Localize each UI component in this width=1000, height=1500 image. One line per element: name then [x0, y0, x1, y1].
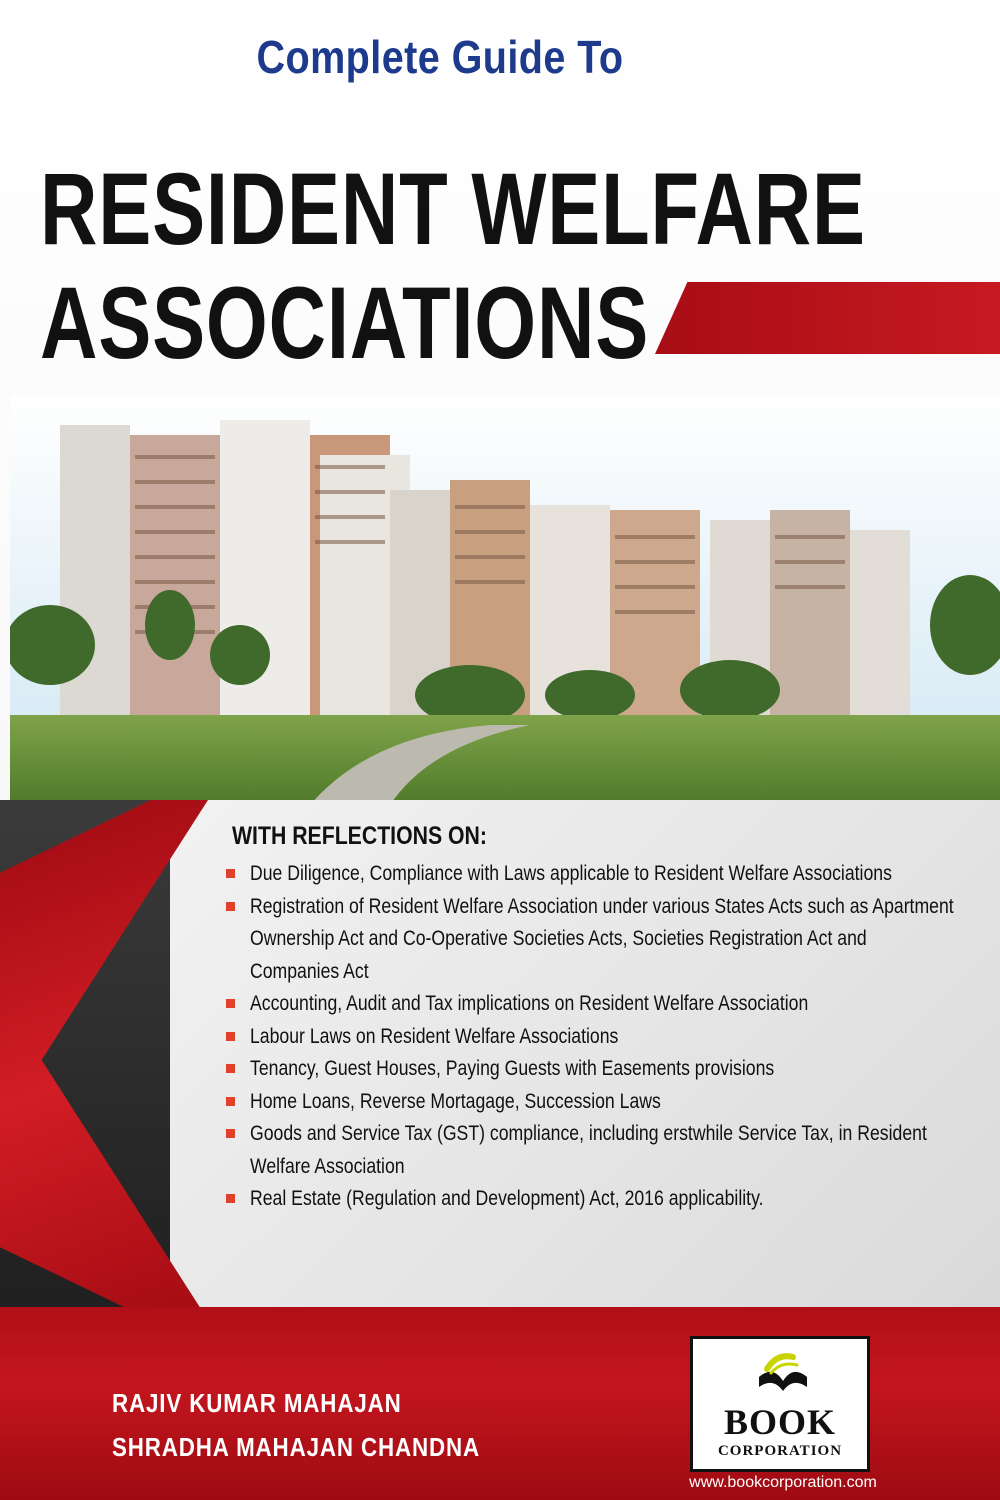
bullet-square-icon — [226, 1097, 235, 1106]
cover-subtitle: Complete Guide To — [256, 31, 624, 83]
list-item: Goods and Service Tax (GST) compliance, including erstwhile Service Tax, in Resident Welfare Association — [226, 1118, 1000, 1183]
list-item: Real Estate (Regulation and Development) Act, 2016 applicability. — [226, 1183, 1000, 1216]
publisher-logo-box — [690, 1336, 870, 1472]
list-item: Home Loans, Reverse Mortagage, Succession Laws — [226, 1086, 1000, 1119]
cover-title-line-2: ASSOCIATIONS — [40, 266, 650, 380]
bullet-square-icon — [226, 1129, 235, 1138]
bullet-square-icon — [226, 869, 235, 878]
author-name: RAJIV KUMAR MAHAJAN — [112, 1388, 402, 1418]
apartment-buildings-photo — [10, 395, 1000, 805]
publisher-name: BOOK — [723, 1402, 837, 1442]
bullet-square-icon — [226, 1194, 235, 1203]
list-item: Accounting, Audit and Tax implications on Resident Welfare Association — [226, 988, 1000, 1021]
list-item: Registration of Resident Welfare Association under various States Acts such as Apartment Ownership Act and Co-Operative Societies Acts, Societies Registration Act and Companies Act — [226, 891, 1000, 989]
red-accent-stripe — [655, 282, 1000, 354]
list-item: Due Diligence, Compliance with Laws applicable to Resident Welfare Associations — [226, 858, 1000, 891]
bullet-square-icon — [226, 999, 235, 1008]
author-name: SHRADHA MAHAJAN CHANDNA — [112, 1432, 481, 1462]
bullet-square-icon — [226, 902, 235, 911]
reflections-list — [226, 858, 1000, 1216]
list-item: Tenancy, Guest Houses, Paying Guests with Easements provisions — [226, 1053, 1000, 1086]
cover-title-line-1: RESIDENT WELFARE — [40, 152, 866, 266]
publisher-website: www.bookcorporation.com — [689, 1474, 877, 1491]
bullet-square-icon — [226, 1064, 235, 1073]
open-book-logo-icon — [753, 1347, 813, 1402]
reflections-heading: WITH REFLECTIONS ON: — [232, 822, 487, 850]
publisher-name-sub: CORPORATION — [717, 1443, 843, 1459]
bullet-square-icon — [226, 1032, 235, 1041]
list-item: Labour Laws on Resident Welfare Associations — [226, 1021, 1000, 1054]
